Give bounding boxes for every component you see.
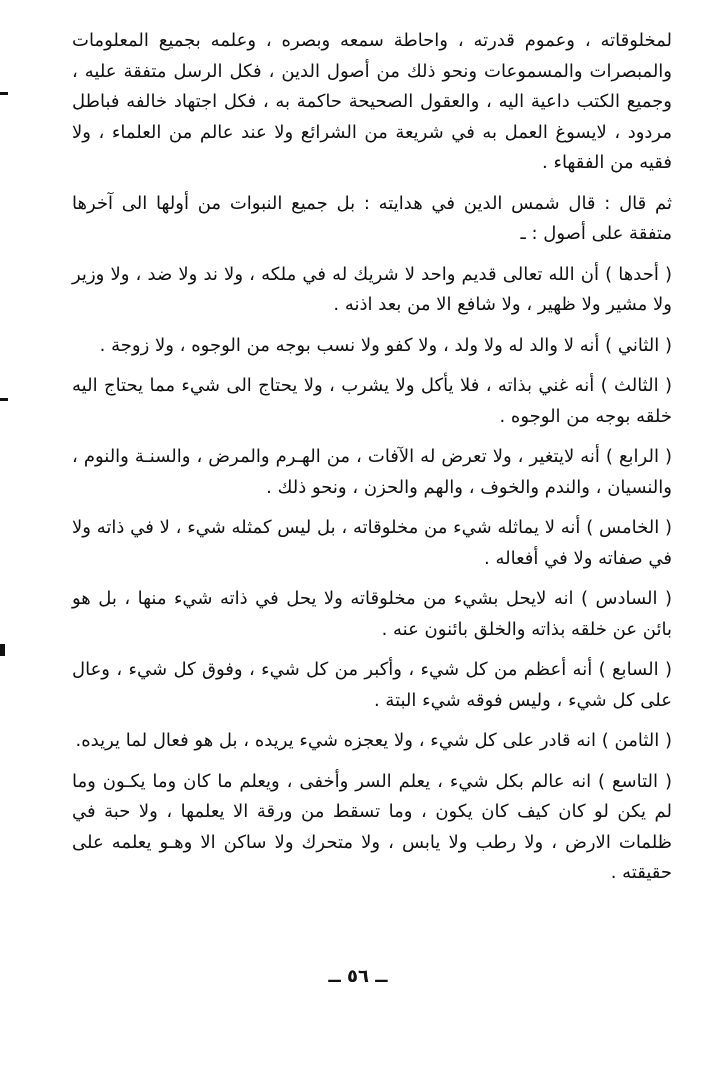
paragraph-seventh: ( السابع ) أنه أعظم من كل شيء ، وأكبر من كل شيء ، وفوق كل شيء ، وعال على كل شيء ، وليس فوقه شيء البتة .: [72, 659, 672, 711]
paragraph-second: ( الثاني ) أنه لا والد له ولا ولد ، ولا كفو ولا نسب بوجه من الوجوه ، ولا زوجة .: [99, 334, 672, 356]
paragraph-fourth: ( الرابع ) أنه لايتغير ، ولا تعرض له الآفات ، من الهـرم والمرض ، والسنـة والنوم ، والنسيان ، والندم والخوف ، والهم والحزن ، ونحو ذلك .: [72, 446, 672, 498]
margin-mark: [0, 398, 8, 401]
page-number: ــ ٥٦ ــ: [328, 966, 388, 987]
paragraph-sixth: ( السادس ) انه لايحل بشيء من مخلوقاته ولا يحل في ذاته شيء منها ، بل هو بائن عن خلقه بذاته والخلق بائنون عنه .: [72, 588, 672, 640]
text-column: [72, 26, 672, 889]
paragraph-eighth: ( الثامن ) انه قادر على كل شيء ، ولا يعجزه شيء يريده ، بل هو فعال لما يريده.: [75, 730, 672, 751]
margin-mark: [0, 92, 8, 95]
paragraph-quote-intro: ثم قال : قال شمس الدين في هدايته : بل جميع النبوات من أولها الى آخرها متفقة على أصول : ـ: [72, 192, 672, 244]
paragraph-third: ( الثالث ) أنه غني بذاته ، فلا يأكل ولا يشرب ، ولا يحتاج الى شيء مما يحتاج اليه خلقه بوجه من الوجوه .: [72, 375, 672, 427]
margin-mark: [0, 644, 5, 656]
paragraph-fifth: ( الخامس ) أنه لا يماثله شيء من مخلوقاته ، بل ليس كمثله شيء ، لا في ذاته ولا في صفاته ولا في أفعاله .: [72, 517, 672, 569]
paragraph-intro: لمخلوقاته ، وعموم قدرته ، واحاطة سمعه وبصره ، وعلمه بجميع المعلومات والمبصرات والمسموعات ونحو ذلك من أصول الدين ، فكل الرسل متفقة عليه ، وجميع الكتب داعية اليه ، والعقول الصحيحة حاكمة به ، فكل اجتهاد خالفه فباطل مردود ، لايسوغ العمل به في شريعة من الشرائع ولا عند عالم من العلماء ، ولا فقيه من الفقهاء .: [72, 30, 672, 173]
paragraph-first: ( أحدها ) أن الله تعالى قديم واحد لا شريك له في ملكه ، ولا ند ولا ضد ، ولا وزير ولا مشير ولا ظهير ، ولا شافع الا من بعد اذنه .: [72, 263, 672, 315]
paragraph-ninth: ( التاسع ) انه عالم بكل شيء ، يعلم السر وأخفى ، ويعلم ما كان وما يكـون وما لم يكن لو كان كيف كان يكون ، وما تسقط من ورقة الا يعلمها ، ولا حبة في ظلمات الارض ، ولا رطب ولا يابس ، ولا متحرك ولا ساكن الا وهـو يعلمه على حقيقته .: [72, 770, 672, 883]
